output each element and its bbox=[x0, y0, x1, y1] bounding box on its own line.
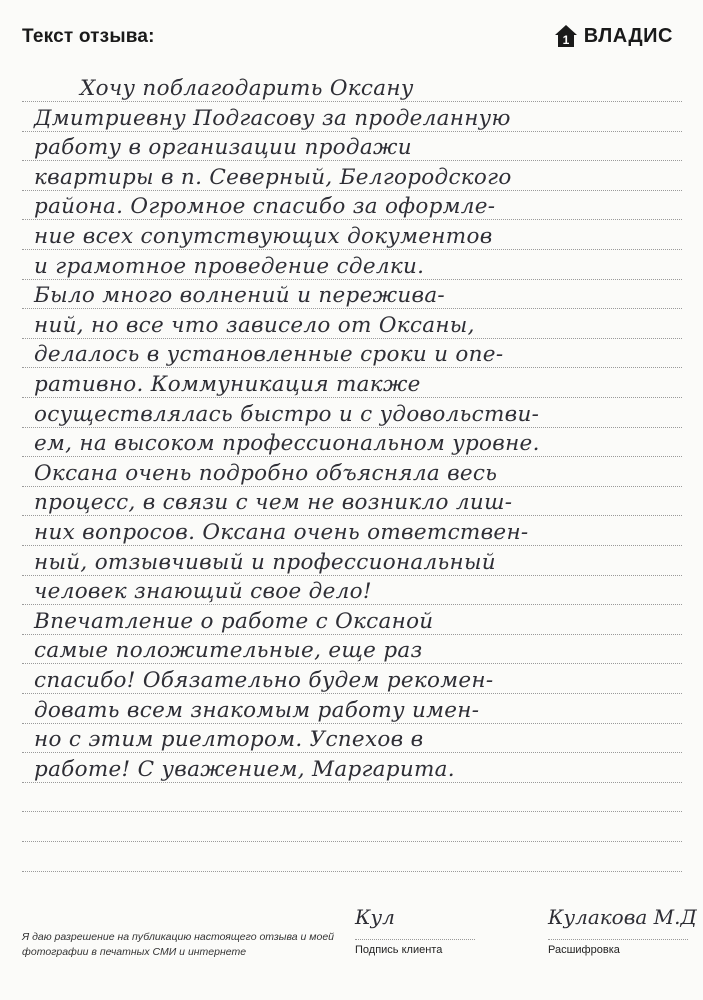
form-title: Текст отзыва: bbox=[22, 26, 155, 47]
review-line: спасибо! Обязательно будем рекомен- bbox=[34, 668, 494, 693]
review-line: Впечатление о работе с Оксаной bbox=[34, 608, 434, 634]
signature-line bbox=[355, 939, 475, 940]
review-line: но с этим риелтором. Успехов в bbox=[34, 727, 424, 753]
review-line: работу в организации продажи bbox=[34, 135, 412, 161]
review-line: Хочу поблагодарить Оксану bbox=[80, 76, 414, 101]
review-line: довать всем знакомым работу имен- bbox=[34, 697, 480, 723]
ruled-line bbox=[22, 841, 682, 842]
review-line: района. Огромное спасибо за оформле- bbox=[34, 194, 496, 220]
review-line: ем, на высоком профессиональном уровне. bbox=[34, 431, 540, 457]
ruled-line bbox=[22, 871, 682, 872]
review-line: них вопросов. Оксана очень ответствен- bbox=[34, 520, 529, 545]
review-line: ний, но все что зависело от Оксаны, bbox=[34, 312, 475, 338]
consent-text: Я даю разрешение на публикацию настоящего отзыва и моей фотографии в печатных СМИ и интернете bbox=[22, 931, 335, 958]
review-line: ние всех сопутствующих документов bbox=[34, 224, 493, 249]
brand-name: ВЛАДИС bbox=[583, 24, 673, 47]
review-line: ный, отзывчивый и профессиональный bbox=[34, 549, 496, 575]
review-line: Было много волнений и пережива- bbox=[34, 283, 445, 309]
decode-handwriting: Кулакова М.Д bbox=[548, 905, 697, 929]
review-line: человек знающий свое дело! bbox=[34, 579, 372, 605]
review-line: работе! С уважением, Маргарита. bbox=[34, 756, 455, 782]
review-line: осуществлялась быстро и с удовольстви- bbox=[34, 401, 540, 427]
decode-label: Расшифровка bbox=[548, 944, 620, 956]
svg-text:1: 1 bbox=[562, 33, 570, 47]
client-signature: Кул bbox=[355, 905, 395, 929]
review-line: Оксана очень подробно объясняла весь bbox=[34, 460, 498, 486]
review-line: делалось в установленные сроки и опе- bbox=[34, 342, 504, 368]
review-line: квартиры в п. Северный, Белгородского bbox=[34, 164, 512, 190]
ruled-line bbox=[22, 811, 682, 812]
review-line: и грамотное проведение сделки. bbox=[34, 253, 425, 279]
review-line: ративно. Коммуникация также bbox=[34, 372, 421, 397]
review-line: самые положительные, еще раз bbox=[34, 638, 423, 664]
client-signature-block bbox=[355, 905, 475, 956]
decode-line bbox=[548, 939, 688, 940]
signature-label: Подпись клиента bbox=[355, 944, 443, 956]
decode-block bbox=[548, 905, 697, 956]
review-line: процесс, в связи с чем не возникло лиш- bbox=[34, 490, 513, 516]
review-line: Дмитриевну Подгасову за проделанную bbox=[34, 105, 511, 131]
